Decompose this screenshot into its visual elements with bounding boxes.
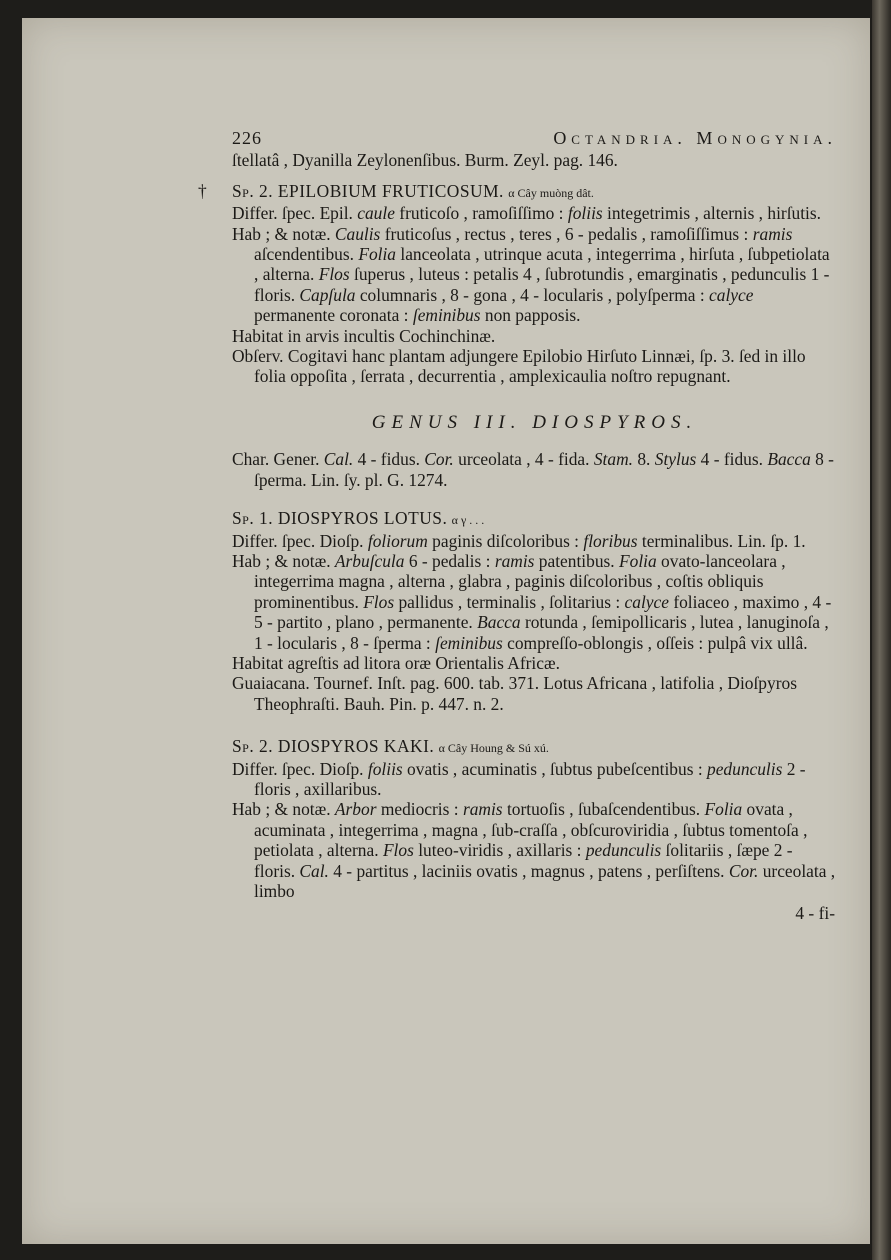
running-title: Octandria. Monogynia. xyxy=(553,128,837,148)
text-run-italic: Flos xyxy=(318,264,350,285)
text-run-italic: foliis xyxy=(367,758,403,779)
vernacular-name: α Cây muòng dât. xyxy=(508,185,594,200)
text-run: integetrimis , alternis , hirſutis. xyxy=(607,203,822,224)
text-run: 4 - fidus. xyxy=(700,449,763,470)
text-run: fruticoſus , rectus , teres , 6 - pedalis , ramoſiſſimus : xyxy=(384,223,749,244)
text-run-italic: ſeminibus xyxy=(435,632,503,653)
species-habitat: Habitat in arvis incultis Cochinchinæ. xyxy=(232,325,496,346)
species-synonym: Guaiacana. Tournef. Inſt. pag. 600. tab. 371. Lotus Africana , latifolia , Dioſpyros Theophraſti. Bauh. Pin. p. 447. n. 2. xyxy=(232,673,797,714)
text-run-italic: floribus xyxy=(583,530,638,551)
text-run: compreſſo-oblongis , oſſeis : pulpâ vix ullâ. xyxy=(507,632,808,653)
species-habitat: Habitat agreſtis ad litora oræ Orientalis Africæ. xyxy=(232,652,560,673)
text-run: ſolitariis , ſæpe 2 - floris. xyxy=(254,840,793,881)
vernacular-name: α Cây Houng & Sú xú. xyxy=(438,741,549,756)
text-run: Differ. ſpec. Dioſp. xyxy=(232,530,364,551)
text-run: ovatis , acuminatis , ſubtus pubeſcentibus : xyxy=(407,758,703,779)
text-run-italic: Arbuſcula xyxy=(334,550,405,571)
text-run-italic: ramis xyxy=(494,550,535,571)
text-run: 4 - partitus , laciniis ovatis , magnus , patens , perſiſtens. xyxy=(333,860,725,881)
text-run-italic: Folia xyxy=(619,550,657,571)
text-run-italic: pedunculis xyxy=(585,840,662,861)
page-number: 226 xyxy=(232,128,262,148)
text-run: Differ. ſpec. Epil. xyxy=(232,203,353,224)
text-run-italic: Cal. xyxy=(299,860,329,881)
book-spine xyxy=(872,0,891,1260)
text-run: luteo-viridis , axillaris : xyxy=(418,840,582,861)
text-run-italic: Cal. xyxy=(323,449,354,470)
species-differ xyxy=(232,759,837,800)
text-run: rotunda , ſemipollicaris , lutea , lanuginoſa , 1 - locularis , 8 - ſperma : xyxy=(254,612,829,653)
catchword: 4 - fi- xyxy=(795,903,835,924)
text-run: aſcendentibus. xyxy=(254,244,354,265)
text-run: 2 - floris , axillaribus. xyxy=(254,758,806,799)
text-run: 6 - pedalis : xyxy=(408,550,491,571)
text-run: 8 - ſperma. Lin. ſy. pl. G. 1274. xyxy=(254,449,834,490)
text-run: non papposis. xyxy=(484,305,581,326)
text-run-italic: ſeminibus xyxy=(412,305,481,326)
text-run: ovato-lanceolara , integerrima magna , alterna , glabra , paginis diſcoloribus , coſtis obliquis prominentibus. xyxy=(254,550,786,612)
text-run-italic: Stylus xyxy=(654,449,697,470)
text-run-italic: ramis xyxy=(752,223,793,244)
text-run: paginis diſcoloribus : xyxy=(432,530,580,551)
text-run: Char. Gener. xyxy=(232,449,320,470)
text-run: 4 - fidus. xyxy=(357,449,420,470)
text-run-italic: calyce xyxy=(709,284,754,305)
text-run-italic: Capſula xyxy=(299,284,356,305)
species-heading xyxy=(232,736,837,758)
text-run: terminalibus. Lin. ſp. 1. xyxy=(641,530,806,551)
genus-heading: GENUS III. DIOSPYROS. xyxy=(371,411,698,433)
text-run: Hab ; & notæ. xyxy=(232,550,331,571)
species-title: Sp. 2. EPILOBIUM FRUTICOSUM. xyxy=(232,180,504,201)
species-habit xyxy=(232,551,837,653)
species-heading xyxy=(232,508,837,530)
text-run: tortuoſis , ſubaſcendentibus. xyxy=(506,799,701,820)
text-run-italic: calyce xyxy=(624,591,669,612)
species-differ xyxy=(232,203,837,223)
species-observation: Obſerv. Cogitavi hanc plantam adjungere Epilobio Hirſuto Linnæi, ſp. 3. ſed in illo folia oppoſita , ſerrata , decurrentia , amplexicaulia noſtro repugnant. xyxy=(232,346,806,387)
species-habit xyxy=(232,224,837,326)
text-run-italic: ramis xyxy=(462,799,503,820)
text-run-italic: Flos xyxy=(382,840,414,861)
text-run: urceolata , limbo xyxy=(254,860,836,901)
text-run-italic: Arbor xyxy=(334,799,377,820)
vernacular-name: α γ . . . xyxy=(451,513,485,528)
species-differ xyxy=(232,531,837,551)
text-run-italic: Bacca xyxy=(767,449,811,470)
text-run: lanceolata , utrinque acuta , integerrima , hirſuta , ſubpetiolata , alterna. xyxy=(254,244,830,285)
species-title: Sp. 1. DIOSPYROS LOTUS. xyxy=(232,508,448,529)
text-run: fruticoſo , ramoſiſſimo : xyxy=(399,203,564,224)
text-run: Differ. ſpec. Dioſp. xyxy=(232,758,364,779)
genus-character xyxy=(232,449,837,490)
text-run: ſuperus , luteus : petalis 4 , ſubrotundis , emarginatis , pedunculis 1 - floris. xyxy=(254,264,830,305)
text-run: urceolata , 4 - fida. xyxy=(458,449,590,470)
text-run: patentibus. xyxy=(538,550,615,571)
text-run-italic: foliis xyxy=(567,203,603,224)
text-run-italic: Folia xyxy=(704,799,743,820)
text-run: pallidus , terminalis , ſolitarius : xyxy=(398,591,621,612)
running-header xyxy=(232,128,837,148)
text-run: Hab ; & notæ. xyxy=(232,223,331,244)
text-run-italic: caule xyxy=(357,203,395,224)
text-run: permanente coronata : xyxy=(254,305,409,326)
text-run: ovata , acuminata , integerrima , magna , ſub-craſſa , obſcuroviridia , ſubtus tomentoſa , petiolata , alterna. xyxy=(254,799,808,861)
text-run: Hab ; & notæ. xyxy=(232,799,331,820)
text-run-italic: Stam. xyxy=(593,449,633,470)
text-run-italic: Bacca xyxy=(477,612,521,633)
species-title: Sp. 2. DIOSPYROS KAKI. xyxy=(232,736,435,757)
text-run-italic: Cor. xyxy=(728,860,759,881)
text-run-italic: Flos xyxy=(363,591,395,612)
text-run-italic: pedunculis xyxy=(707,758,783,779)
text-run-italic: Cor. xyxy=(424,449,454,470)
text-run-italic: Caulis xyxy=(334,223,381,244)
species-habit xyxy=(232,799,837,901)
text-run: 8. xyxy=(637,449,651,470)
text-line: ſtellatâ , Dyanilla Zeylonenſibus. Burm. Zeyl. pag. 146. xyxy=(232,150,618,171)
text-run: columnaris , 8 - gona , 4 - locularis , polyſperma : xyxy=(359,284,705,305)
text-run-italic: Folia xyxy=(358,244,397,265)
species-heading xyxy=(232,181,837,203)
text-run-italic: foliorum xyxy=(367,530,428,551)
text-run: mediocris : xyxy=(380,799,459,820)
page-text xyxy=(232,128,837,924)
text-run: foliaceo , maximo , 4 - 5 - partito , plano , permanente. xyxy=(254,591,832,633)
